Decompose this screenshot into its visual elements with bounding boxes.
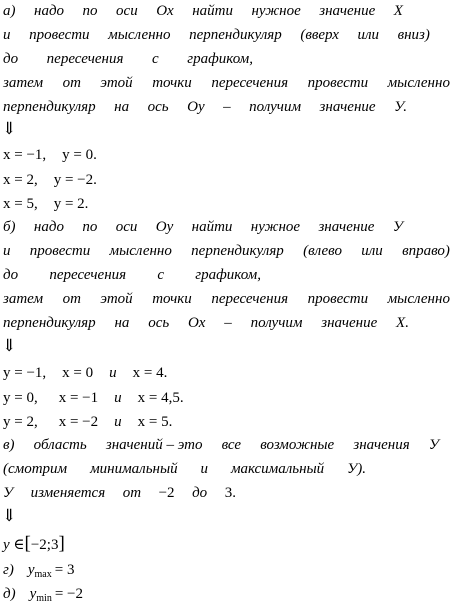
word: до (3, 267, 19, 283)
word: надо (34, 3, 65, 19)
word: с (152, 51, 159, 67)
x-value: x = 4,5. (137, 390, 184, 406)
variable: y (29, 586, 37, 602)
word: найти (192, 3, 233, 19)
section-e-line (3, 585, 83, 608)
word: значений – это (105, 437, 203, 453)
word: получим (249, 99, 302, 115)
word: точки (152, 291, 192, 307)
word: все (221, 437, 242, 453)
y-value: y = 0. (62, 147, 97, 163)
section-d-line (3, 561, 74, 584)
word: перпендикуляр (189, 27, 282, 43)
y-value: y = −2. (53, 172, 97, 188)
conjunction: и (114, 390, 122, 406)
y-value: y = 0, (3, 390, 38, 406)
section-label: д) (3, 586, 16, 602)
word: оси (115, 219, 138, 235)
x-value: x = 5, (3, 196, 38, 212)
implies-arrow: ⇓ (2, 506, 17, 525)
x-value: x = 2, (3, 172, 38, 188)
y-value: y = −1, (3, 365, 47, 381)
word: пересечения (49, 267, 127, 283)
subscript: min (36, 593, 52, 604)
word: от (122, 485, 142, 501)
section-b-line-1 (3, 218, 403, 236)
section-a-result-2 (3, 171, 97, 189)
word: значение (319, 3, 376, 19)
word: и (3, 27, 11, 43)
subscript: max (34, 569, 52, 580)
word: Х. (396, 315, 409, 331)
word: У (3, 485, 14, 501)
word: У (428, 437, 439, 453)
word: от (62, 75, 81, 91)
word: Х (393, 3, 403, 19)
word: до (192, 485, 208, 501)
word: надо (33, 219, 64, 235)
word: перпендикуляр (3, 99, 96, 115)
word: мысленно (387, 291, 450, 307)
word: перпендикуляр (3, 315, 96, 331)
section-c-line-3 (3, 484, 236, 502)
word: и (200, 461, 209, 477)
word: значения (353, 437, 410, 453)
word: от (62, 291, 81, 307)
section-b-line-4 (3, 290, 450, 308)
section-a-result-1 (3, 146, 97, 164)
word: – (224, 315, 232, 331)
x-value: x = −1 (58, 390, 99, 406)
word: или (357, 27, 380, 43)
word: пересечения (46, 51, 124, 67)
word: в) (3, 437, 15, 453)
word: оси (116, 3, 138, 19)
word: значение (321, 315, 378, 331)
word: Ох (156, 3, 174, 19)
word: −2 (158, 485, 175, 501)
word: по (82, 219, 98, 235)
x-value: x = 4. (132, 365, 168, 381)
variable: y (27, 562, 35, 578)
word: найти (191, 219, 233, 235)
x-value: x = 0 (62, 365, 94, 381)
bracket-open: [ (24, 533, 31, 554)
word: значение (318, 219, 375, 235)
word: Ох (187, 315, 206, 331)
word: нужное (251, 3, 301, 19)
x-value: x = 5. (137, 414, 173, 430)
section-b-line-5 (3, 314, 409, 332)
section-c-line-1 (3, 436, 439, 454)
word: провести (29, 27, 90, 43)
word: максимальный (230, 461, 325, 477)
word: провести (307, 291, 369, 307)
section-a-line-4 (3, 74, 450, 92)
word: графиком, (195, 267, 261, 283)
equation-rhs: = −2 (54, 586, 83, 602)
word: графиком, (187, 51, 253, 67)
section-c-line-2 (3, 460, 366, 478)
range-lhs: y ∈ (3, 537, 25, 553)
x-value: x = −2 (58, 414, 99, 430)
word: У). (347, 461, 366, 477)
section-b-result-1 (3, 364, 167, 382)
word: (вверх (300, 27, 339, 43)
y-value: y = 2, (3, 414, 38, 430)
word: мысленно (109, 243, 172, 259)
y-value: y = 2. (53, 196, 89, 212)
word: ось (147, 99, 169, 115)
word: а) (3, 3, 16, 19)
word: минимальный (90, 461, 178, 477)
section-a-line-3 (3, 50, 253, 68)
word: У. (394, 99, 407, 115)
word: по (82, 3, 98, 19)
word: мысленно (387, 75, 450, 91)
word: область (33, 437, 87, 453)
word: – (223, 99, 231, 115)
conjunction: и (114, 414, 122, 430)
section-b-result-3 (3, 413, 172, 431)
equation-rhs: = 3 (54, 562, 75, 578)
word: с (157, 267, 165, 283)
word: затем (3, 291, 44, 307)
word: ось (148, 315, 170, 331)
section-label: г) (3, 562, 14, 578)
word: б) (3, 219, 16, 235)
word: перпендикуляр (191, 243, 284, 259)
word: и (3, 243, 11, 259)
x-value: x = −1, (3, 147, 47, 163)
word: или (361, 243, 383, 259)
word: этой (100, 75, 133, 91)
implies-arrow: ⇓ (2, 119, 17, 138)
range-interval: −2;3 (30, 537, 59, 553)
section-b-line-2 (3, 242, 450, 260)
section-a-result-3 (3, 195, 88, 213)
word: вниз) (397, 27, 430, 43)
word: изменяется (30, 485, 106, 501)
word: У (392, 219, 403, 235)
word: (влево (303, 243, 342, 259)
word: пересечения (211, 75, 289, 91)
word: на (114, 99, 130, 115)
section-a-line-2 (3, 26, 430, 44)
word: провести (29, 243, 91, 259)
word: получим (250, 315, 303, 331)
word: на (114, 315, 130, 331)
conjunction: и (109, 365, 117, 381)
section-a-line-1 (3, 2, 403, 20)
section-b-line-3 (3, 266, 261, 284)
bracket-close: ] (58, 533, 65, 554)
word: пересечения (211, 291, 289, 307)
word: до (3, 51, 19, 67)
word: мысленно (108, 27, 171, 43)
section-b-result-2 (3, 389, 184, 407)
section-a-line-5 (3, 98, 407, 116)
word: значение (319, 99, 376, 115)
word: (смотрим (3, 461, 68, 477)
word: этой (100, 291, 133, 307)
implies-arrow: ⇓ (2, 336, 17, 355)
word: затем (3, 75, 44, 91)
word: Оу (187, 99, 205, 115)
word: возможные (260, 437, 335, 453)
word: нужное (250, 219, 301, 235)
word: точки (152, 75, 192, 91)
range-result (3, 535, 65, 554)
word: вправо) (402, 243, 450, 259)
word: провести (307, 75, 369, 91)
word: 3. (224, 485, 236, 501)
word: Оу (155, 219, 174, 235)
